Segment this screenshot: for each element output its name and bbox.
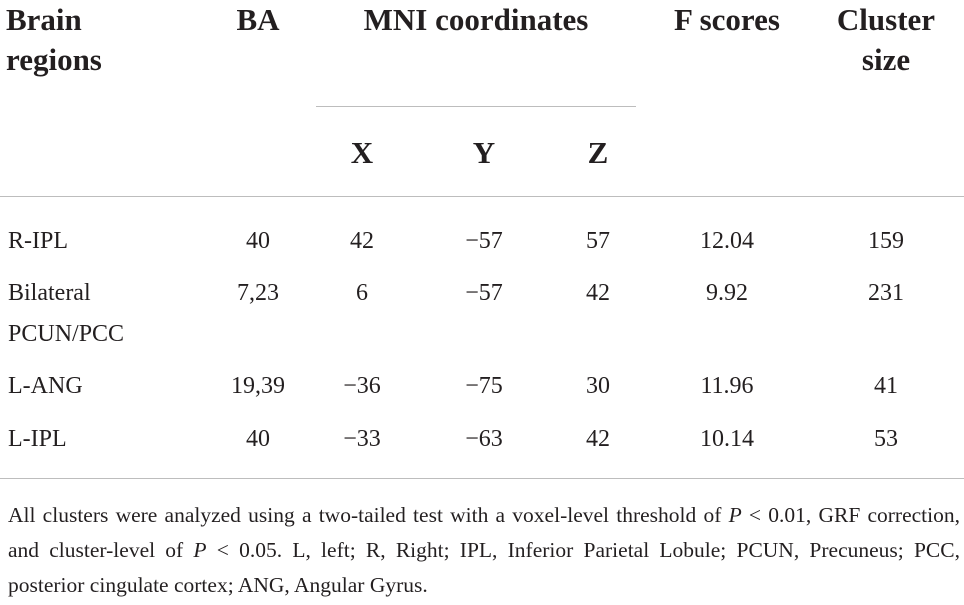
cell-y: −63: [465, 426, 503, 452]
cell-cluster-size: 53: [874, 426, 898, 452]
cell-x: 42: [350, 228, 374, 254]
header-mni-coordinates: MNI coordinates: [363, 2, 589, 37]
cell-cluster-size: 41: [874, 373, 898, 399]
header-bottom-rule: [0, 196, 964, 197]
table-footnote: [8, 498, 960, 603]
header-ba: BA: [236, 2, 280, 37]
header-cluster-size-line2: size: [861, 42, 911, 77]
cell-x: 6: [356, 280, 368, 306]
cell-cluster-size: 231: [868, 280, 904, 306]
header-brain-regions-line1: Brain: [6, 2, 82, 37]
cell-region: R-IPL: [8, 228, 68, 254]
header-y: Y: [472, 135, 496, 170]
cell-f-score: 9.92: [706, 280, 748, 306]
cell-region: L-IPL: [8, 426, 67, 452]
cell-region-line2: PCUN/PCC: [8, 321, 125, 347]
cell-y: −57: [465, 280, 503, 306]
table-bottom-rule: [0, 478, 964, 479]
footnote-p-symbol-1: P: [728, 503, 742, 527]
cell-y: −57: [465, 228, 503, 254]
cell-ba: 19,39: [231, 373, 285, 399]
footnote-text-2: < 0.01, GRF correction, and cluster-level of: [8, 503, 960, 562]
cell-z: 30: [586, 373, 610, 399]
cell-x: −33: [343, 426, 381, 452]
cell-ba: 40: [246, 426, 270, 452]
footnote-p-symbol-2: P: [193, 538, 207, 562]
cell-z: 42: [586, 280, 610, 306]
cell-cluster-size: 159: [868, 228, 904, 254]
header-z: Z: [587, 135, 609, 170]
cell-ba: 40: [246, 228, 270, 254]
cell-z: 57: [586, 228, 610, 254]
header-cluster-size-line1: Cluster: [836, 2, 936, 37]
cell-f-score: 10.14: [700, 426, 754, 452]
cell-region: L-ANG: [8, 373, 83, 399]
footnote-text-1: All clusters were analyzed using a two-tailed test with a voxel-level threshold of: [8, 503, 729, 527]
header-x: X: [350, 135, 374, 170]
mni-subheader-rule: [316, 106, 636, 107]
cell-ba: 7,23: [237, 280, 279, 306]
footnote-text-3: < 0.05. L, left; R, Right; IPL, Inferior Parietal Lobule; PCUN, Precuneus; PCC, posterior cingulate cortex; ANG, Angular Gyrus.: [8, 538, 960, 597]
cell-region: Bilateral: [8, 280, 91, 306]
cell-y: −75: [465, 373, 503, 399]
cell-f-score: 11.96: [700, 373, 754, 399]
cell-x: −36: [343, 373, 381, 399]
header-brain-regions-line2: regions: [6, 42, 102, 77]
cell-z: 42: [586, 426, 610, 452]
header-f-scores: F scores: [674, 2, 780, 37]
cell-f-score: 12.04: [700, 228, 754, 254]
